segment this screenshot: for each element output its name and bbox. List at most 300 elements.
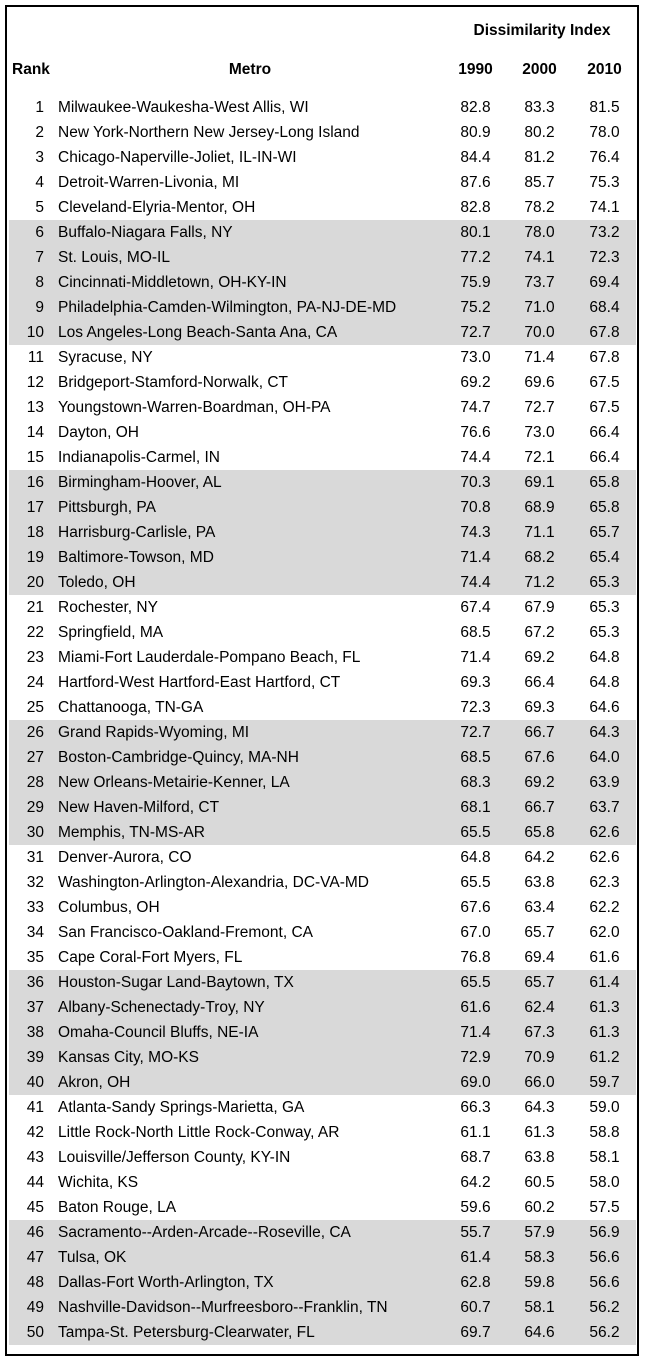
rank-cell: 9 — [35, 299, 44, 316]
table-row — [9, 270, 636, 295]
value-2010-cell: 67.8 — [589, 324, 620, 341]
value-1990-cell: 74.7 — [460, 399, 491, 416]
value-2000-cell: 69.2 — [524, 774, 555, 791]
rank-cell: 34 — [26, 924, 44, 941]
metro-cell: Albany-Schenectady-Troy, NY — [58, 999, 265, 1016]
metro-cell: Kansas City, MO-KS — [58, 1049, 199, 1066]
rank-cell: 12 — [26, 374, 44, 391]
metro-cell: Philadelphia-Camden-Wilmington, PA-NJ-DE-MD — [58, 299, 397, 316]
metro-cell: Miami-Fort Lauderdale-Pompano Beach, FL — [58, 649, 361, 666]
rank-cell: 1 — [35, 99, 44, 116]
value-1990-cell: 68.5 — [460, 749, 491, 766]
metro-cell: Milwaukee-Waukesha-West Allis, WI — [58, 99, 309, 116]
table-row — [9, 1095, 636, 1120]
metro-cell: Los Angeles-Long Beach-Santa Ana, CA — [58, 324, 338, 341]
metro-cell: Memphis, TN-MS-AR — [58, 824, 205, 841]
value-1990-cell: 68.1 — [460, 799, 491, 816]
value-1990-cell: 60.7 — [460, 1299, 491, 1316]
value-2010-cell: 64.3 — [589, 724, 620, 741]
value-2000-cell: 65.7 — [524, 974, 555, 991]
rank-column-header: Rank — [12, 61, 50, 78]
year-2000-column-header: 2000 — [522, 61, 557, 78]
value-2000-cell: 78.2 — [524, 199, 555, 216]
value-2000-cell: 70.0 — [524, 324, 555, 341]
value-2000-cell: 67.3 — [524, 1024, 555, 1041]
rank-cell: 20 — [26, 574, 44, 591]
value-1990-cell: 80.9 — [460, 124, 491, 141]
value-2010-cell: 62.3 — [589, 874, 620, 891]
metro-cell: San Francisco-Oakland-Fremont, CA — [58, 924, 313, 941]
table-row — [9, 745, 636, 770]
value-2010-cell: 67.8 — [589, 349, 620, 366]
value-2000-cell: 66.0 — [524, 1074, 555, 1091]
value-2000-cell: 74.1 — [524, 249, 555, 266]
rank-cell: 46 — [26, 1224, 44, 1241]
value-1990-cell: 71.4 — [460, 549, 491, 566]
metro-cell: Akron, OH — [58, 1074, 131, 1091]
dissimilarity-index-header: Dissimilarity Index — [473, 22, 611, 39]
rank-cell: 6 — [35, 224, 44, 241]
value-2010-cell: 64.8 — [589, 649, 620, 666]
rank-cell: 45 — [26, 1199, 44, 1216]
value-2000-cell: 81.2 — [524, 149, 555, 166]
metro-cell: New Orleans-Metairie-Kenner, LA — [58, 774, 290, 791]
table-row — [9, 1320, 636, 1345]
table-row — [9, 995, 636, 1020]
metro-cell: Bridgeport-Stamford-Norwalk, CT — [58, 374, 288, 391]
value-2010-cell: 72.3 — [589, 249, 620, 266]
metro-cell: Columbus, OH — [58, 899, 160, 916]
rank-cell: 42 — [26, 1124, 44, 1141]
value-1990-cell: 67.4 — [460, 599, 491, 616]
rank-cell: 37 — [26, 999, 44, 1016]
rank-cell: 11 — [27, 349, 44, 366]
rank-cell: 16 — [26, 474, 44, 491]
rank-cell: 15 — [26, 449, 44, 466]
value-2000-cell: 66.7 — [524, 724, 555, 741]
table-row — [9, 620, 636, 645]
table-row — [9, 145, 636, 170]
value-2010-cell: 56.2 — [589, 1324, 620, 1341]
metro-cell: Rochester, NY — [58, 599, 158, 616]
metro-cell: Little Rock-North Little Rock-Conway, AR — [58, 1124, 340, 1141]
table-row — [9, 495, 636, 520]
value-2010-cell: 64.6 — [589, 699, 620, 716]
value-2010-cell: 58.0 — [589, 1174, 620, 1191]
table-row — [9, 1220, 636, 1245]
value-1990-cell: 69.3 — [460, 674, 491, 691]
value-2010-cell: 56.6 — [589, 1274, 620, 1291]
metro-cell: Cleveland-Elyria-Mentor, OH — [58, 199, 256, 216]
rank-cell: 19 — [26, 549, 44, 566]
table-row — [9, 1245, 636, 1270]
table-row — [9, 320, 636, 345]
table-row — [9, 1270, 636, 1295]
value-2000-cell: 65.7 — [524, 924, 555, 941]
value-2000-cell: 72.1 — [524, 449, 555, 466]
rank-cell: 7 — [35, 249, 44, 266]
value-1990-cell: 74.4 — [460, 449, 491, 466]
value-2010-cell: 61.3 — [589, 999, 620, 1016]
value-1990-cell: 77.2 — [460, 249, 491, 266]
value-2010-cell: 64.0 — [589, 749, 620, 766]
rank-cell: 23 — [26, 649, 44, 666]
table-row — [9, 720, 636, 745]
rank-cell: 41 — [26, 1099, 44, 1116]
value-1990-cell: 70.8 — [460, 499, 491, 516]
value-1990-cell: 70.3 — [460, 474, 491, 491]
table-row — [9, 345, 636, 370]
value-2000-cell: 65.8 — [524, 824, 555, 841]
value-2010-cell: 56.2 — [589, 1299, 620, 1316]
value-2010-cell: 66.4 — [589, 449, 620, 466]
value-2010-cell: 61.4 — [589, 974, 620, 991]
rank-cell: 31 — [26, 849, 44, 866]
value-2000-cell: 71.4 — [524, 349, 555, 366]
value-2000-cell: 71.1 — [524, 524, 555, 541]
value-2000-cell: 68.9 — [524, 499, 555, 516]
metro-cell: Houston-Sugar Land-Baytown, TX — [58, 974, 294, 991]
table-row — [9, 595, 636, 620]
table-row — [9, 920, 636, 945]
table-row — [9, 1170, 636, 1195]
value-2000-cell: 58.3 — [524, 1249, 555, 1266]
rank-cell: 44 — [26, 1174, 44, 1191]
value-2010-cell: 75.3 — [589, 174, 620, 191]
rank-cell: 50 — [26, 1324, 44, 1341]
value-1990-cell: 72.3 — [460, 699, 491, 716]
value-2000-cell: 69.1 — [524, 474, 555, 491]
value-1990-cell: 61.1 — [460, 1124, 491, 1141]
metro-cell: Detroit-Warren-Livonia, MI — [58, 174, 240, 191]
value-2010-cell: 61.2 — [589, 1049, 620, 1066]
rank-cell: 43 — [26, 1149, 44, 1166]
rank-cell: 40 — [26, 1074, 44, 1091]
value-2010-cell: 56.6 — [589, 1249, 620, 1266]
rank-cell: 2 — [35, 124, 44, 141]
metro-cell: Dayton, OH — [58, 424, 139, 441]
rank-cell: 28 — [26, 774, 44, 791]
value-1990-cell: 65.5 — [460, 874, 491, 891]
metro-cell: Tampa-St. Petersburg-Clearwater, FL — [58, 1324, 315, 1341]
metro-cell: Birmingham-Hoover, AL — [58, 474, 222, 491]
value-2000-cell: 69.2 — [524, 649, 555, 666]
metro-cell: Nashville-Davidson--Murfreesboro--Franklin, TN — [58, 1299, 388, 1316]
value-2000-cell: 63.4 — [524, 899, 555, 916]
metro-cell: Atlanta-Sandy Springs-Marietta, GA — [58, 1099, 305, 1116]
table-row — [9, 970, 636, 995]
value-2010-cell: 65.8 — [589, 499, 620, 516]
metro-cell: New York-Northern New Jersey-Long Island — [58, 124, 360, 141]
value-2010-cell: 67.5 — [589, 399, 620, 416]
value-2010-cell: 64.8 — [589, 674, 620, 691]
metro-cell: Tulsa, OK — [58, 1249, 127, 1266]
rank-cell: 47 — [26, 1249, 44, 1266]
value-1990-cell: 87.6 — [460, 174, 491, 191]
rank-cell: 22 — [26, 624, 44, 641]
value-2000-cell: 71.0 — [524, 299, 555, 316]
metro-column-header: Metro — [228, 61, 272, 78]
rank-cell: 26 — [26, 724, 44, 741]
year-2010-column-header: 2010 — [587, 61, 622, 78]
value-1990-cell: 59.6 — [460, 1199, 491, 1216]
rank-cell: 4 — [35, 174, 44, 191]
table-row — [9, 420, 636, 445]
value-1990-cell: 74.3 — [460, 524, 491, 541]
metro-cell: Grand Rapids-Wyoming, MI — [58, 724, 250, 741]
value-1990-cell: 67.6 — [460, 899, 491, 916]
table-row — [9, 895, 636, 920]
rank-cell: 29 — [26, 799, 44, 816]
value-2000-cell: 62.4 — [524, 999, 555, 1016]
metro-cell: Sacramento--Arden-Arcade--Roseville, CA — [58, 1224, 351, 1241]
value-1990-cell: 69.2 — [460, 374, 491, 391]
value-1990-cell: 71.4 — [460, 649, 491, 666]
table-row — [9, 220, 636, 245]
table-row — [9, 570, 636, 595]
value-1990-cell: 64.2 — [460, 1174, 491, 1191]
table-row — [9, 645, 636, 670]
table-row — [9, 545, 636, 570]
rank-cell: 24 — [26, 674, 44, 691]
table-row — [9, 120, 636, 145]
value-2010-cell: 62.2 — [589, 899, 620, 916]
value-1990-cell: 82.8 — [460, 199, 491, 216]
value-2010-cell: 63.7 — [589, 799, 620, 816]
metro-cell: Indianapolis-Carmel, IN — [58, 449, 220, 466]
value-2000-cell: 68.2 — [524, 549, 555, 566]
table-row — [9, 1195, 636, 1220]
metro-cell: Chicago-Naperville-Joliet, IL-IN-WI — [58, 149, 297, 166]
value-2000-cell: 58.1 — [524, 1299, 555, 1316]
rank-cell: 13 — [26, 399, 44, 416]
value-2010-cell: 57.5 — [589, 1199, 620, 1216]
rank-cell: 17 — [26, 499, 44, 516]
value-2010-cell: 65.3 — [589, 599, 620, 616]
value-2000-cell: 78.0 — [524, 224, 555, 241]
rank-cell: 30 — [26, 824, 44, 841]
value-1990-cell: 65.5 — [460, 824, 491, 841]
value-2000-cell: 85.7 — [524, 174, 555, 191]
value-2000-cell: 64.3 — [524, 1099, 555, 1116]
rank-cell: 39 — [26, 1049, 44, 1066]
value-2000-cell: 69.6 — [524, 374, 555, 391]
metro-cell: Harrisburg-Carlisle, PA — [58, 524, 216, 541]
value-2010-cell: 62.6 — [589, 824, 620, 841]
table-row — [9, 945, 636, 970]
value-2010-cell: 78.0 — [589, 124, 620, 141]
value-2010-cell: 63.9 — [589, 774, 620, 791]
value-2000-cell: 57.9 — [524, 1224, 555, 1241]
value-2000-cell: 66.7 — [524, 799, 555, 816]
value-2010-cell: 58.8 — [589, 1124, 620, 1141]
value-2000-cell: 64.6 — [524, 1324, 555, 1341]
table-row — [9, 170, 636, 195]
metro-cell: Dallas-Fort Worth-Arlington, TX — [58, 1274, 274, 1291]
rank-cell: 21 — [26, 599, 44, 616]
value-2010-cell: 73.2 — [589, 224, 620, 241]
value-1990-cell: 72.7 — [460, 724, 491, 741]
table-row — [9, 470, 636, 495]
value-1990-cell: 69.7 — [460, 1324, 491, 1341]
metro-cell: Youngstown-Warren-Boardman, OH-PA — [58, 399, 331, 416]
value-2000-cell: 70.9 — [524, 1049, 555, 1066]
metro-cell: St. Louis, MO-IL — [58, 249, 170, 266]
metro-cell: Hartford-West Hartford-East Hartford, CT — [58, 674, 341, 691]
value-2010-cell: 62.0 — [589, 924, 620, 941]
table-row — [9, 520, 636, 545]
table-row — [9, 95, 636, 120]
value-1990-cell: 68.5 — [460, 624, 491, 641]
table-row — [9, 1145, 636, 1170]
table-row — [9, 445, 636, 470]
value-2010-cell: 74.1 — [589, 199, 620, 216]
value-2000-cell: 60.2 — [524, 1199, 555, 1216]
value-1990-cell: 71.4 — [460, 1024, 491, 1041]
value-1990-cell: 75.2 — [460, 299, 491, 316]
rank-cell: 36 — [26, 974, 44, 991]
rank-cell: 3 — [35, 149, 44, 166]
rank-cell: 5 — [35, 199, 44, 216]
value-2010-cell: 66.4 — [589, 424, 620, 441]
value-2010-cell: 69.4 — [589, 274, 620, 291]
rank-cell: 14 — [26, 424, 44, 441]
value-2010-cell: 61.6 — [589, 949, 620, 966]
rank-cell: 38 — [26, 1024, 44, 1041]
value-2000-cell: 67.6 — [524, 749, 555, 766]
value-2010-cell: 62.6 — [589, 849, 620, 866]
value-2000-cell: 69.3 — [524, 699, 555, 716]
value-2000-cell: 63.8 — [524, 1149, 555, 1166]
metro-cell: Washington-Arlington-Alexandria, DC-VA-MD — [58, 874, 369, 891]
value-1990-cell: 69.0 — [460, 1074, 491, 1091]
rank-cell: 49 — [26, 1299, 44, 1316]
table-row — [9, 1070, 636, 1095]
value-2010-cell: 61.3 — [589, 1024, 620, 1041]
value-2010-cell: 76.4 — [589, 149, 620, 166]
value-1990-cell: 64.8 — [460, 849, 491, 866]
value-1990-cell: 75.9 — [460, 274, 491, 291]
value-1990-cell: 76.8 — [460, 949, 491, 966]
value-2000-cell: 73.7 — [524, 274, 555, 291]
value-2010-cell: 68.4 — [589, 299, 620, 316]
value-2010-cell: 65.7 — [589, 524, 620, 541]
value-2000-cell: 64.2 — [524, 849, 555, 866]
value-2010-cell: 65.8 — [589, 474, 620, 491]
value-2000-cell: 59.8 — [524, 1274, 555, 1291]
value-2000-cell: 83.3 — [524, 99, 555, 116]
table-row — [9, 670, 636, 695]
value-2010-cell: 81.5 — [589, 99, 620, 116]
metro-cell: Baton Rouge, LA — [58, 1199, 177, 1216]
table-row — [9, 1120, 636, 1145]
value-2000-cell: 66.4 — [524, 674, 555, 691]
table-row — [9, 1045, 636, 1070]
metro-cell: Baltimore-Towson, MD — [58, 549, 214, 566]
value-1990-cell: 68.3 — [460, 774, 491, 791]
metro-cell: Toledo, OH — [58, 574, 136, 591]
value-2000-cell: 63.8 — [524, 874, 555, 891]
value-1990-cell: 74.4 — [460, 574, 491, 591]
metro-cell: Cincinnati-Middletown, OH-KY-IN — [58, 274, 287, 291]
table-row — [9, 770, 636, 795]
table-body — [9, 95, 636, 1345]
table-row — [9, 395, 636, 420]
value-1990-cell: 65.5 — [460, 974, 491, 991]
rank-cell: 35 — [26, 949, 44, 966]
value-2000-cell: 60.5 — [524, 1174, 555, 1191]
value-1990-cell: 61.6 — [460, 999, 491, 1016]
value-1990-cell: 80.1 — [460, 224, 491, 241]
table-row — [9, 870, 636, 895]
metro-cell: Boston-Cambridge-Quincy, MA-NH — [58, 749, 299, 766]
rank-cell: 48 — [26, 1274, 44, 1291]
table-row — [9, 1020, 636, 1045]
value-1990-cell: 66.3 — [460, 1099, 491, 1116]
value-2000-cell: 72.7 — [524, 399, 555, 416]
metro-cell: Syracuse, NY — [58, 349, 153, 366]
value-1990-cell: 55.7 — [460, 1224, 491, 1241]
rank-cell: 33 — [26, 899, 44, 916]
value-2010-cell: 59.7 — [589, 1074, 620, 1091]
value-2010-cell: 65.3 — [589, 574, 620, 591]
metro-cell: Pittsburgh, PA — [58, 499, 156, 516]
table-row — [9, 795, 636, 820]
value-1990-cell: 62.8 — [460, 1274, 491, 1291]
metro-cell: Chattanooga, TN-GA — [58, 699, 204, 716]
value-2000-cell: 69.4 — [524, 949, 555, 966]
value-2010-cell: 58.1 — [589, 1149, 620, 1166]
rank-cell: 18 — [26, 524, 44, 541]
value-2010-cell: 65.3 — [589, 624, 620, 641]
table-row — [9, 195, 636, 220]
value-2000-cell: 61.3 — [524, 1124, 555, 1141]
metro-cell: Cape Coral-Fort Myers, FL — [58, 949, 243, 966]
year-1990-column-header: 1990 — [458, 61, 493, 78]
metro-cell: New Haven-Milford, CT — [58, 799, 220, 816]
value-1990-cell: 76.6 — [460, 424, 491, 441]
value-2000-cell: 67.2 — [524, 624, 555, 641]
table-row — [9, 370, 636, 395]
metro-cell: Springfield, MA — [58, 624, 164, 641]
value-2000-cell: 73.0 — [524, 424, 555, 441]
rank-cell: 8 — [35, 274, 44, 291]
table-row — [9, 295, 636, 320]
rank-cell: 27 — [26, 749, 44, 766]
rank-cell: 25 — [26, 699, 44, 716]
metro-cell: Denver-Aurora, CO — [58, 849, 192, 866]
rank-cell: 10 — [26, 324, 44, 341]
rank-cell: 32 — [26, 874, 44, 891]
value-2000-cell: 80.2 — [524, 124, 555, 141]
value-1990-cell: 68.7 — [460, 1149, 491, 1166]
value-2010-cell: 56.9 — [589, 1224, 620, 1241]
value-1990-cell: 61.4 — [460, 1249, 491, 1266]
value-2000-cell: 67.9 — [524, 599, 555, 616]
metro-cell: Wichita, KS — [58, 1174, 139, 1191]
value-1990-cell: 67.0 — [460, 924, 491, 941]
table-row — [9, 245, 636, 270]
table-row — [9, 1295, 636, 1320]
table-row — [9, 820, 636, 845]
value-1990-cell: 72.7 — [460, 324, 491, 341]
value-2010-cell: 59.0 — [589, 1099, 620, 1116]
value-2010-cell: 67.5 — [589, 374, 620, 391]
value-1990-cell: 84.4 — [460, 149, 491, 166]
metro-cell: Omaha-Council Bluffs, NE-IA — [58, 1024, 259, 1041]
table-row — [9, 845, 636, 870]
value-2010-cell: 65.4 — [589, 549, 620, 566]
